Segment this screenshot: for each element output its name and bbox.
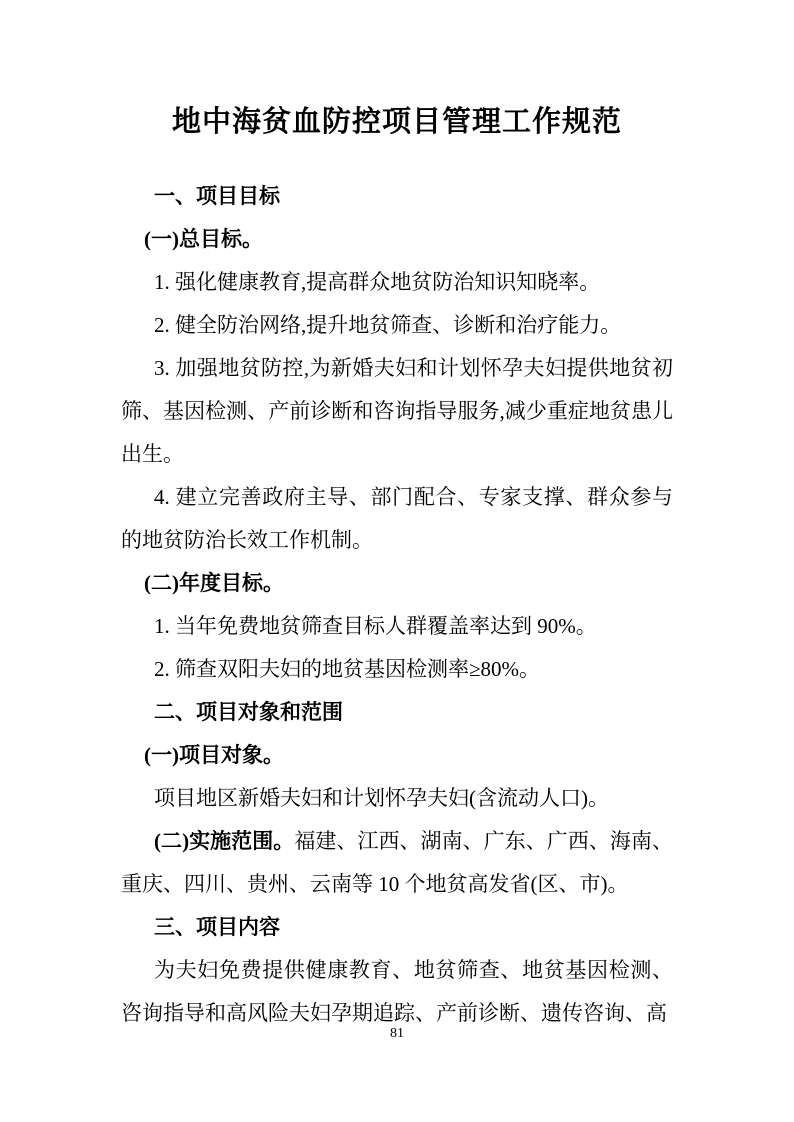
heading-project-target-and-scope: 二、项目对象和范围 xyxy=(154,701,343,724)
paragraph-implementation-scope-text: 福建、江西、湖南、广东、广西、海南、重庆、四川、贵州、云南等 10 个地贫高发省(区、市)。 xyxy=(121,829,673,896)
subheading-implementation-scope: (二)实施范围。 xyxy=(154,829,295,853)
subheading-project-target: (一)项目对象。 xyxy=(144,743,284,767)
paragraph-goal-3: 3. 加强地贫防控,为新婚夫妇和计划怀孕夫妇提供地贫初筛、基因检测、产前诊断和咨询指导服务,减少重症地贫患儿出生。 xyxy=(121,356,673,466)
paragraph-goal-1: 1. 强化健康教育,提高群众地贫防治知识知晓率。 xyxy=(154,270,601,294)
heading-project-goals: 一、项目目标 xyxy=(154,185,280,208)
paragraph-annual-goal-2: 2. 筛查双阳夫妇的地贫基因检测率≥80%。 xyxy=(154,657,541,681)
document-content xyxy=(121,175,673,1035)
paragraph-project-target: 项目地区新婚夫妇和计划怀孕夫妇(含流动人口)。 xyxy=(154,786,609,810)
paragraph-goal-2: 2. 健全防治网络,提升地贫筛查、诊断和治疗能力。 xyxy=(154,313,622,337)
paragraph-implementation-scope xyxy=(121,820,673,906)
paragraph-goal-4: 4. 建立完善政府主导、部门配合、专家支撑、群众参与的地贫防治长效工作机制。 xyxy=(121,485,673,552)
heading-project-content: 三、项目内容 xyxy=(154,916,280,939)
subheading-annual-goal: (二)年度目标。 xyxy=(144,571,284,595)
paragraph-annual-goal-1: 1. 当年免费地贫筛查目标人群覆盖率达到 90%。 xyxy=(154,614,597,638)
page-title: 地中海贫血防控项目管理工作规范 xyxy=(171,106,622,138)
subheading-overall-goal: (一)总目标。 xyxy=(144,227,263,251)
paragraph-project-content: 为夫妇免费提供健康教育、地贫筛查、地贫基因检测、咨询指导和高风险夫妇孕期追踪、产前诊断、遗传咨询、高 xyxy=(121,958,673,1025)
page-number: 81 xyxy=(390,1026,404,1041)
